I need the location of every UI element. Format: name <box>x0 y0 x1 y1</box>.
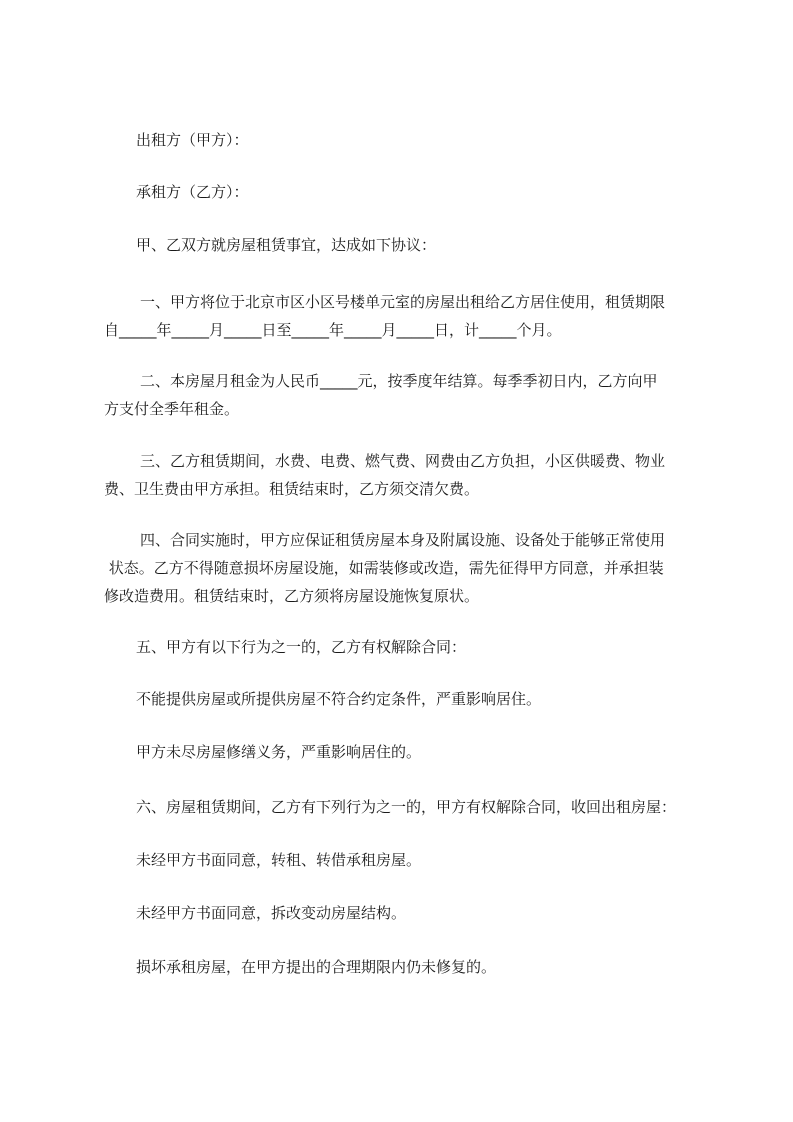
clause-4-line-2: 状态。乙方不得随意损坏房屋设施，如需装修或改造，需先征得甲方同意，并承担装 <box>104 559 664 577</box>
clause-1-line-1: 一、甲方将位于北京市区小区号楼单元室的房屋出租给乙方居住使用，租赁期限 <box>140 293 666 311</box>
lessor-text: 出租方（甲方）： <box>136 131 249 149</box>
clause-6-item-1 <box>104 846 700 874</box>
clause-4-line-1: 四、合同实施时，甲方应保证租赁房屋本身及附属设施、设备处于能够正常使用 <box>140 531 666 549</box>
clause-6-item-3 <box>104 953 700 981</box>
clause-6-item-2 <box>104 899 700 927</box>
clause-5-item-1 <box>104 685 700 713</box>
clause-6-item-2-text: 未经甲方书面同意，拆改变动房屋结构。 <box>136 904 407 922</box>
clause-3-line-1: 三、乙方租赁期间，水费、电费、燃气费、网费由乙方负担，小区供暖费、物业 <box>140 452 666 470</box>
intro-text: 甲、乙双方就房屋租赁事宜，达成如下协议： <box>136 236 437 254</box>
lessee-line <box>104 178 700 206</box>
lessee-text: 承租方（乙方）： <box>136 183 249 201</box>
clause-5-heading <box>104 633 700 661</box>
clause-2 <box>104 367 700 423</box>
intro-paragraph <box>104 231 700 259</box>
clause-6-heading <box>104 793 700 821</box>
lessor-line <box>104 126 700 154</box>
clause-4-line-3: 修改造费用。租赁结束时，乙方须将房屋设施恢复原状。 <box>104 587 480 605</box>
clause-6-item-3-text: 损坏承租房屋，在甲方提出的合理期限内仍未修复的。 <box>136 958 497 976</box>
clause-5-item-1-text: 不能提供房屋或所提供房屋不符合约定条件，严重影响居住。 <box>136 690 542 708</box>
clause-5-item-2-text: 甲方未尽房屋修缮义务，严重影响居住的。 <box>136 743 422 761</box>
clause-3-line-2: 费、卫生费由甲方承担。租赁结束时，乙方须交清欠费。 <box>104 480 480 498</box>
clause-1-line-2: 自_____年_____月_____日至_____年_____月_____日，计_____个月。 <box>104 321 562 339</box>
clause-5-item-2 <box>104 738 700 766</box>
clause-2-line-2: 方支付全季年租金。 <box>104 400 240 418</box>
clause-6-item-1-text: 未经甲方书面同意，转租、转借承租房屋。 <box>136 851 422 869</box>
clause-3 <box>104 447 700 503</box>
clause-4 <box>104 526 700 610</box>
clause-6-heading-text: 六、房屋租赁期间，乙方有下列行为之一的，甲方有权解除合同，收回出租房屋： <box>136 798 677 816</box>
clause-5-heading-text: 五、甲方有以下行为之一的，乙方有权解除合同： <box>136 638 467 656</box>
clause-2-line-1: 二、本房屋月租金为人民币_____元，按季度年结算。每季季初日内，乙方向甲 <box>140 372 658 390</box>
clause-1 <box>104 288 700 344</box>
